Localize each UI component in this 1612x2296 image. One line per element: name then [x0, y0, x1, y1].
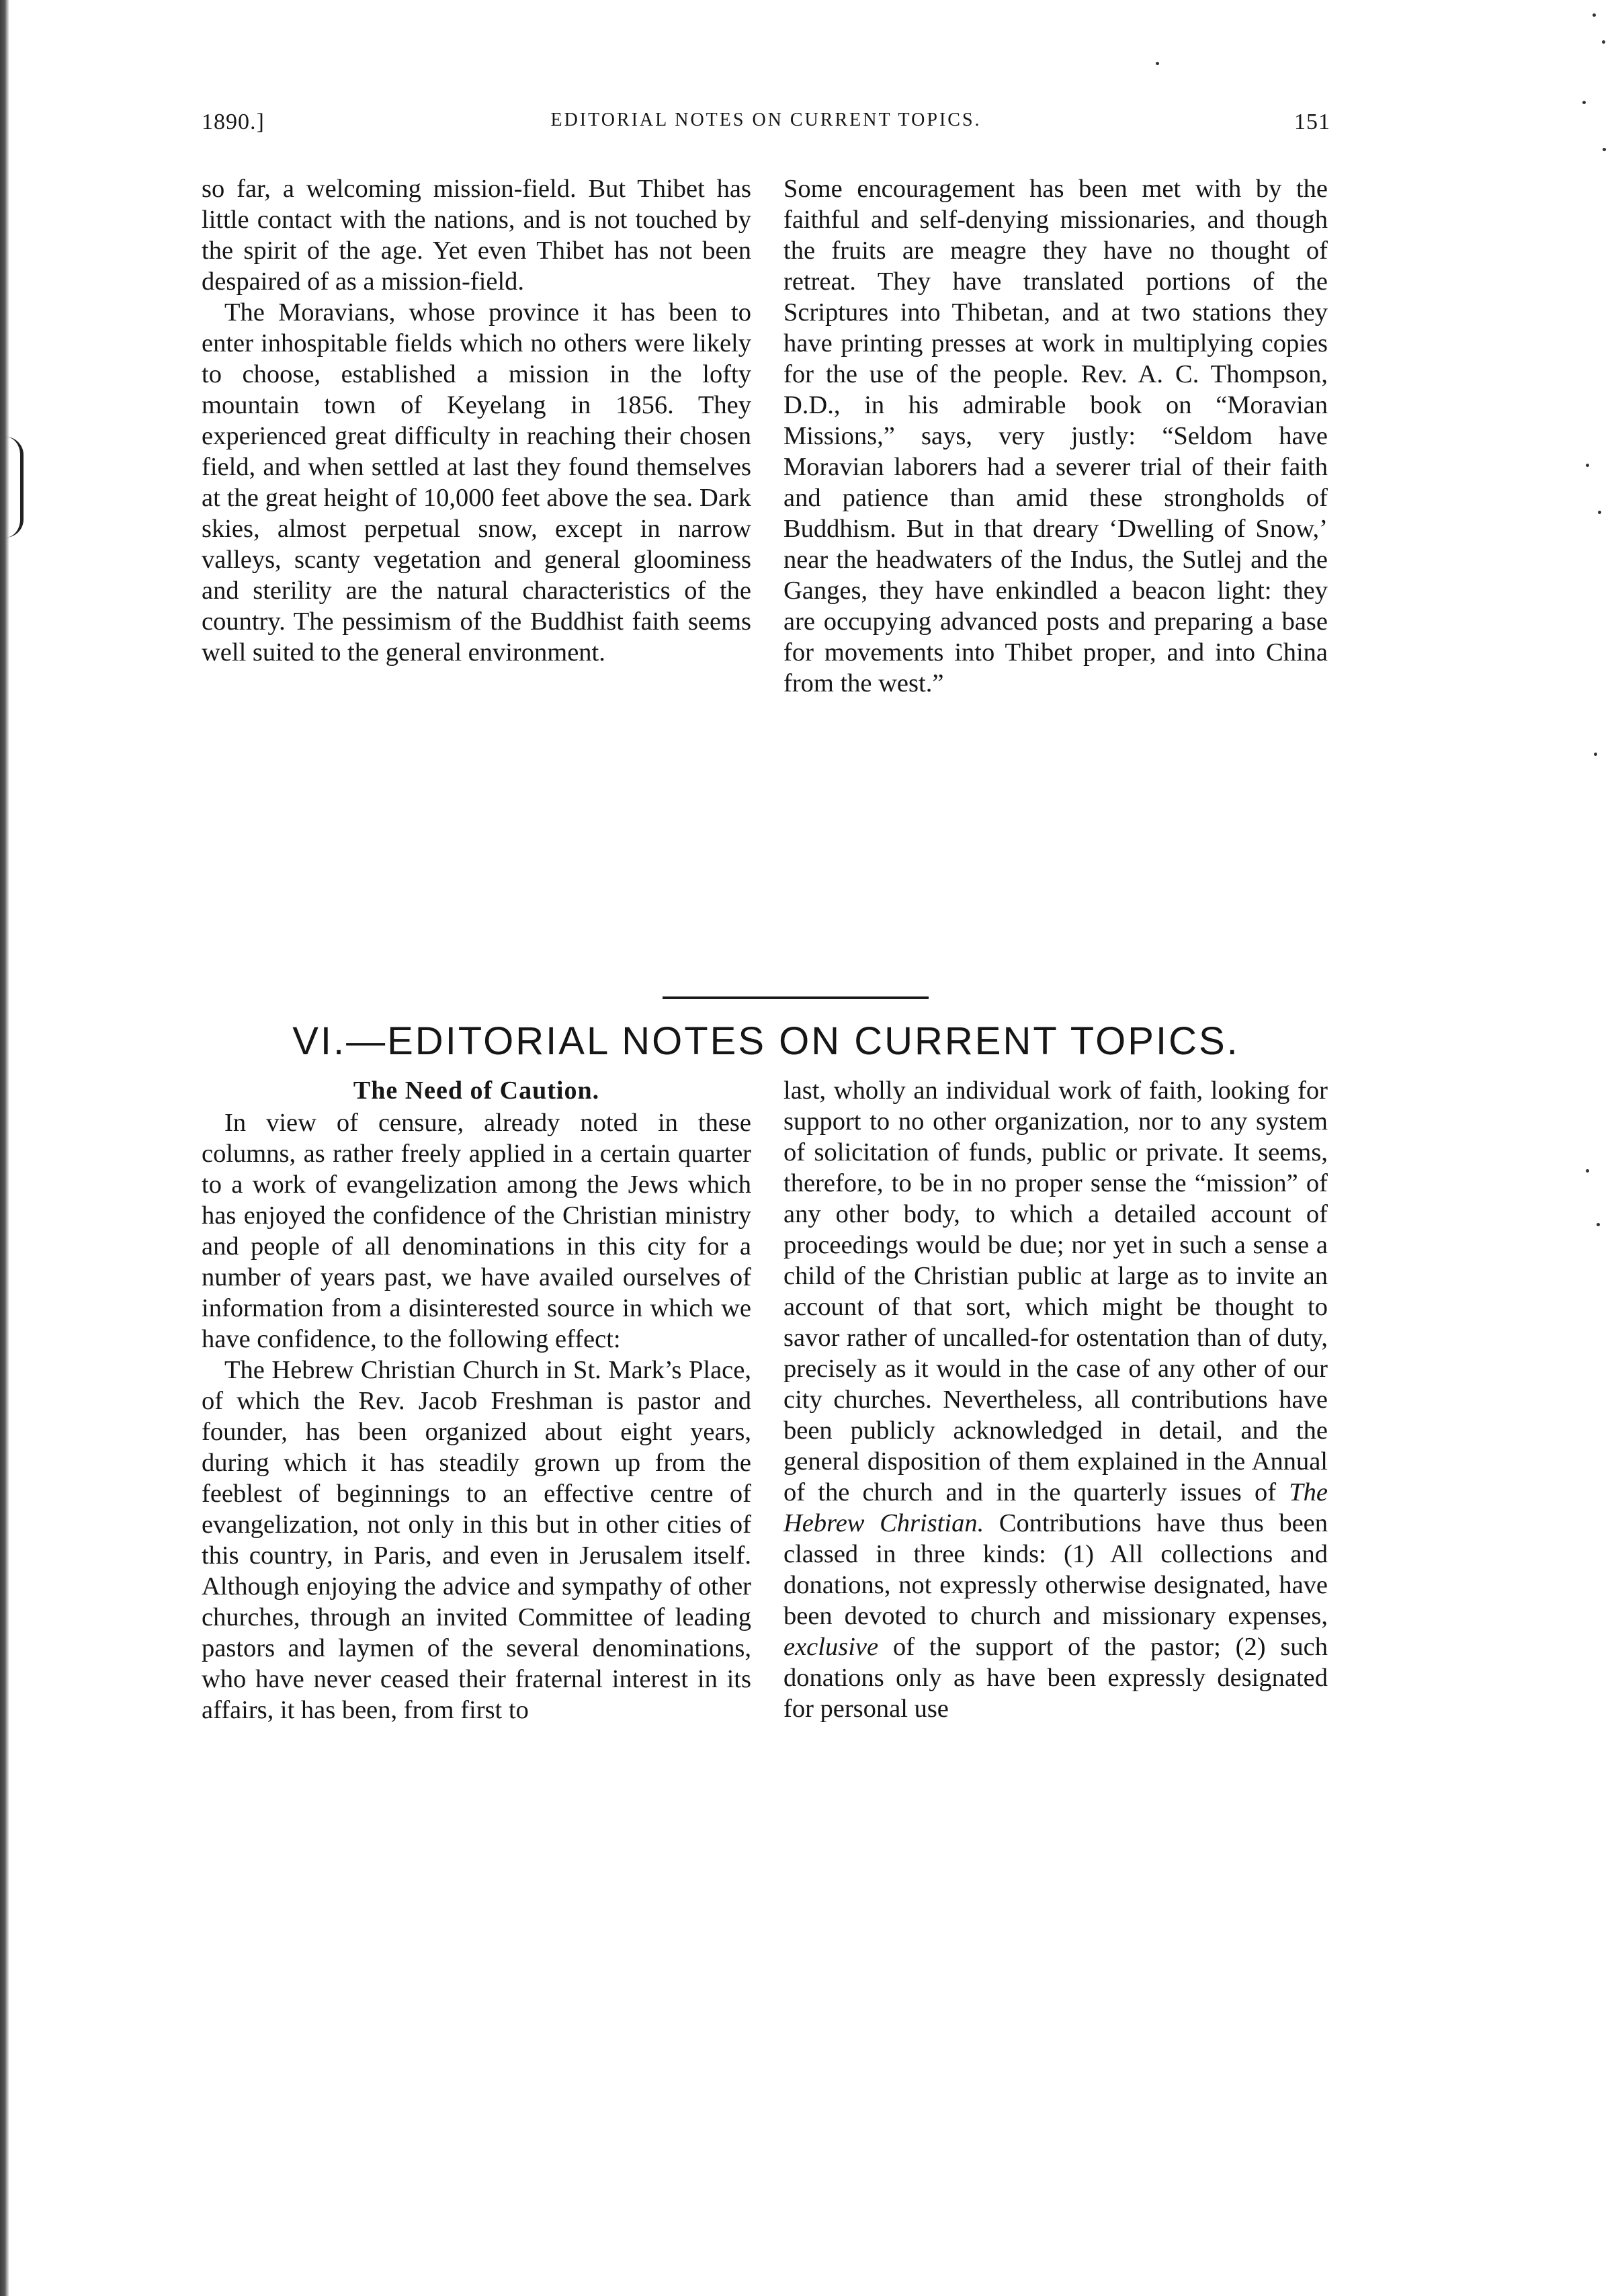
- top-article-left-column: [202, 173, 751, 668]
- section-right-column: [783, 1075, 1328, 1724]
- emphasis-word: exclusive: [783, 1633, 879, 1661]
- scan-binding-notch: [5, 437, 24, 538]
- section-heading: VI.—EDITORIAL NOTES ON CURRENT TOPICS.: [292, 1019, 1240, 1063]
- section-left-column: [202, 1075, 751, 1726]
- journal-title: The Hebrew Christian.: [783, 1478, 1328, 1537]
- article-subheading: The Need of Caution.: [353, 1076, 600, 1105]
- paragraph: so far, a welcoming mission-field. But Thibet has little contact with the nations, and is not touched by the spirit of the age. Yet even Thibet has not been despaired of as a mission-field.: [202, 175, 751, 296]
- running-title: EDITORIAL NOTES ON CURRENT TOPICS.: [550, 110, 982, 130]
- page-header: [202, 110, 1330, 150]
- page-number: 151: [1294, 110, 1330, 134]
- paragraph: The Moravians, whose province it has been to enter inhospitable fields which no others were likely to choose, established a mission in the lofty mountain town of Keyelang in 1856. They experienced great difficulty in reaching their chosen field, and when settled at last they found themselves at the great height of 10,000 feet above the sea. Dark skies, almost perpetual snow, except in narrow valleys, scanty vegetation and general gloominess and sterility are the natural characteristics of the country. The pessimism of the Buddhist faith seems well suited to the general environment.: [202, 298, 751, 667]
- paragraph: [783, 1075, 1328, 1724]
- paragraph: In view of censure, already noted in these columns, as rather freely applied in a certain quarter to a work of evangelization among the Jews which has enjoyed the confidence of the Christian ministry and people of all denominations in this city for a number of years past, we have availed ourselves of information from a disinterested source in which we have confidence, to the following effect:: [202, 1109, 751, 1353]
- text-run: last, wholly an individual work of faith, looking for support to no other organization, nor to any system of solicitation of funds, public or private. It seems, therefore, to be in no proper sense the “mission” of any other body, to which a detailed account of proceedings would be due; nor yet in such a sense a child of the Christian public at large as to invite an account of that sort, which might be thought to savor rather of uncalled-for ostentation than of duty, precisely as it would in the case of any other of our city churches. Nevertheless, all contributions have been publicly acknowledged in detail, and the general disposition of them explained in the Annual of the church and in the quarterly issues of: [783, 1076, 1328, 1506]
- paragraph: Some encouragement has been met with by the faithful and self-denying missionaries, and though the fruits are meagre they have no thought of retreat. They have translated portions of the Scriptures into Thibetan, and at two stations they have printing presses at work in multiplying copies for the use of the people. Rev. A. C. Thompson, D.D., in his admirable book on “Moravian Missions,” says, very justly: “Seldom have Moravian laborers had a severer trial of their faith and patience than amid these strongholds of Buddhism. But in that dreary ‘Dwelling of Snow,’ near the headwaters of the Indus, the Sutlej and the Ganges, they have enkindled a beacon light: they are occupying advanced posts and preparing a base for movements into Thibet proper, and into China from the west.”: [783, 175, 1328, 697]
- section-divider-rule: [663, 996, 929, 999]
- text-run: of the support of the pastor; (2) such donations only as have been expressly designated for personal use: [783, 1633, 1328, 1723]
- paragraph: The Hebrew Christian Church in St. Mark’s Place, of which the Rev. Jacob Freshman is pastor and founder, has been organized about eight years, during which it has steadily grown up from the feeblest of beginnings to an effective centre of evangelization, not only in this but in other cities of this country, in Paris, and even in Jerusalem itself. Although enjoying the advice and sympathy of other churches, through an invited Committee of leading pastors and laymen of the several denominations, who have never ceased their fraternal interest in its affairs, it has been, from first to: [202, 1356, 751, 1724]
- top-article-right-column: [783, 173, 1328, 699]
- text-run: Contributions have thus been classed in three kinds: (1) All collections and donations, not expressly otherwise designated, have been devoted to church and missionary expenses,: [783, 1509, 1328, 1630]
- scan-edge-shadow: [0, 0, 9, 2296]
- header-year: 1890.]: [202, 110, 265, 134]
